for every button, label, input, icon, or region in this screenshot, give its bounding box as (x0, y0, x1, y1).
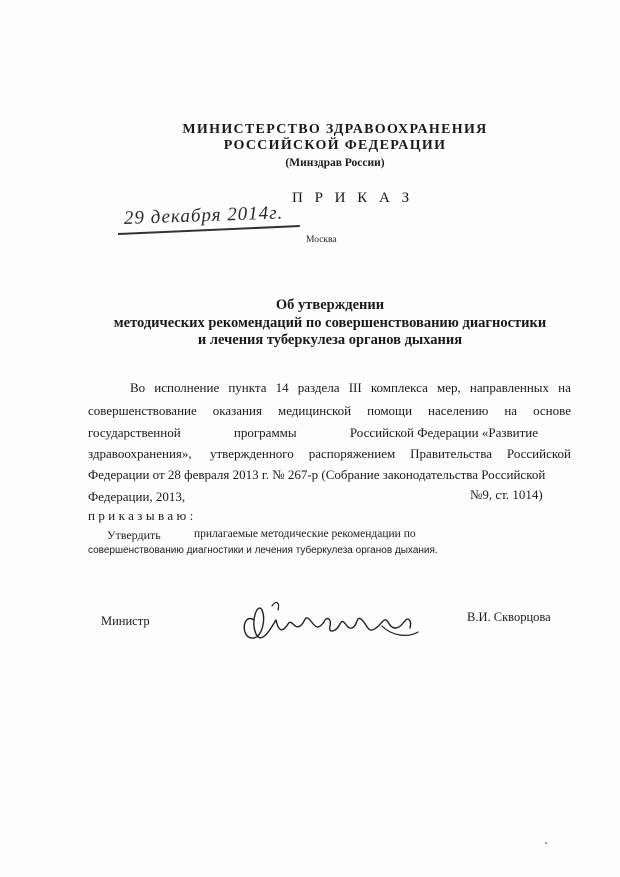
body-word: направленных (469, 380, 550, 395)
body-word: совершенствование (88, 403, 197, 418)
body-word: распоряжением (308, 446, 396, 461)
ministry-header (180, 122, 490, 171)
heading-line2: методических рекомендаций по совершенствованию диагностики (113, 314, 547, 331)
body-line-1 (130, 380, 571, 396)
body-word: на (504, 403, 518, 418)
body-line-6: Федерации от 28 февраля 2013 г. № 267-р (Собрание законодательства Российской (88, 467, 546, 482)
body-word: исполнение (154, 380, 220, 395)
body-word: мер, (437, 380, 461, 395)
body-line-2 (88, 403, 571, 419)
ministry-name-line2: РОССИЙСКОЙ ФЕДЕРАЦИИ (223, 138, 447, 153)
body-word: Российской Федерации «Развитие (349, 425, 538, 440)
body-word: пункта (228, 380, 267, 395)
body-word: Правительства (410, 446, 492, 461)
body-word: 14 (275, 380, 289, 395)
body-line-3 (88, 425, 538, 441)
ministry-name-line1: МИНИСТЕРСТВО ЗДРАВООХРАНЕНИЯ (182, 122, 488, 137)
prikazyvayu-label: приказываю: (88, 508, 197, 523)
body-word: медицинской (277, 403, 352, 418)
body-word: основе (533, 403, 571, 418)
body-line-4: здравоохранения», (88, 446, 192, 461)
paper-speck (545, 842, 547, 844)
approve-text-line2: совершенствованию диагностики и лечения туберкулеза органов дыхания. (88, 545, 438, 556)
body-word: оказания (212, 403, 262, 418)
body-word: III (348, 380, 362, 395)
body-word: раздела (297, 380, 340, 395)
body-line-5 (210, 446, 571, 462)
heading-line1: Об утверждении (275, 297, 385, 313)
body-word: государственной (88, 425, 181, 440)
handwritten-date: 29 декабря 2014г. (123, 202, 284, 229)
approve-word: Утвердить (107, 528, 161, 542)
body-word: населению (428, 403, 489, 418)
body-line-7b: №9, ст. 1014) (470, 487, 543, 502)
body-word: утвержденного (210, 446, 294, 461)
body-word: на (558, 380, 571, 395)
body-word: помощи (367, 403, 413, 418)
ministry-short-name: (Минздрав России) (285, 157, 385, 169)
body-line-7a: Федерации, 2013, (88, 489, 186, 504)
heading-line3: и лечения туберкулеза органов дыхания (197, 332, 463, 348)
approve-text: прилагаемые методические рекомендации по (194, 528, 416, 540)
signatory-title: Министр (101, 614, 150, 628)
body-word: комплекса (370, 380, 428, 395)
order-title: П Р И К А З (292, 190, 414, 206)
body-word: Во (130, 380, 146, 395)
body-word: Российской (506, 446, 571, 461)
body-word: программы (233, 425, 297, 440)
city-label: Москва (306, 235, 337, 245)
order-heading (80, 297, 580, 350)
handwritten-signature (232, 590, 432, 650)
signatory-name: В.И. Скворцова (467, 610, 551, 624)
